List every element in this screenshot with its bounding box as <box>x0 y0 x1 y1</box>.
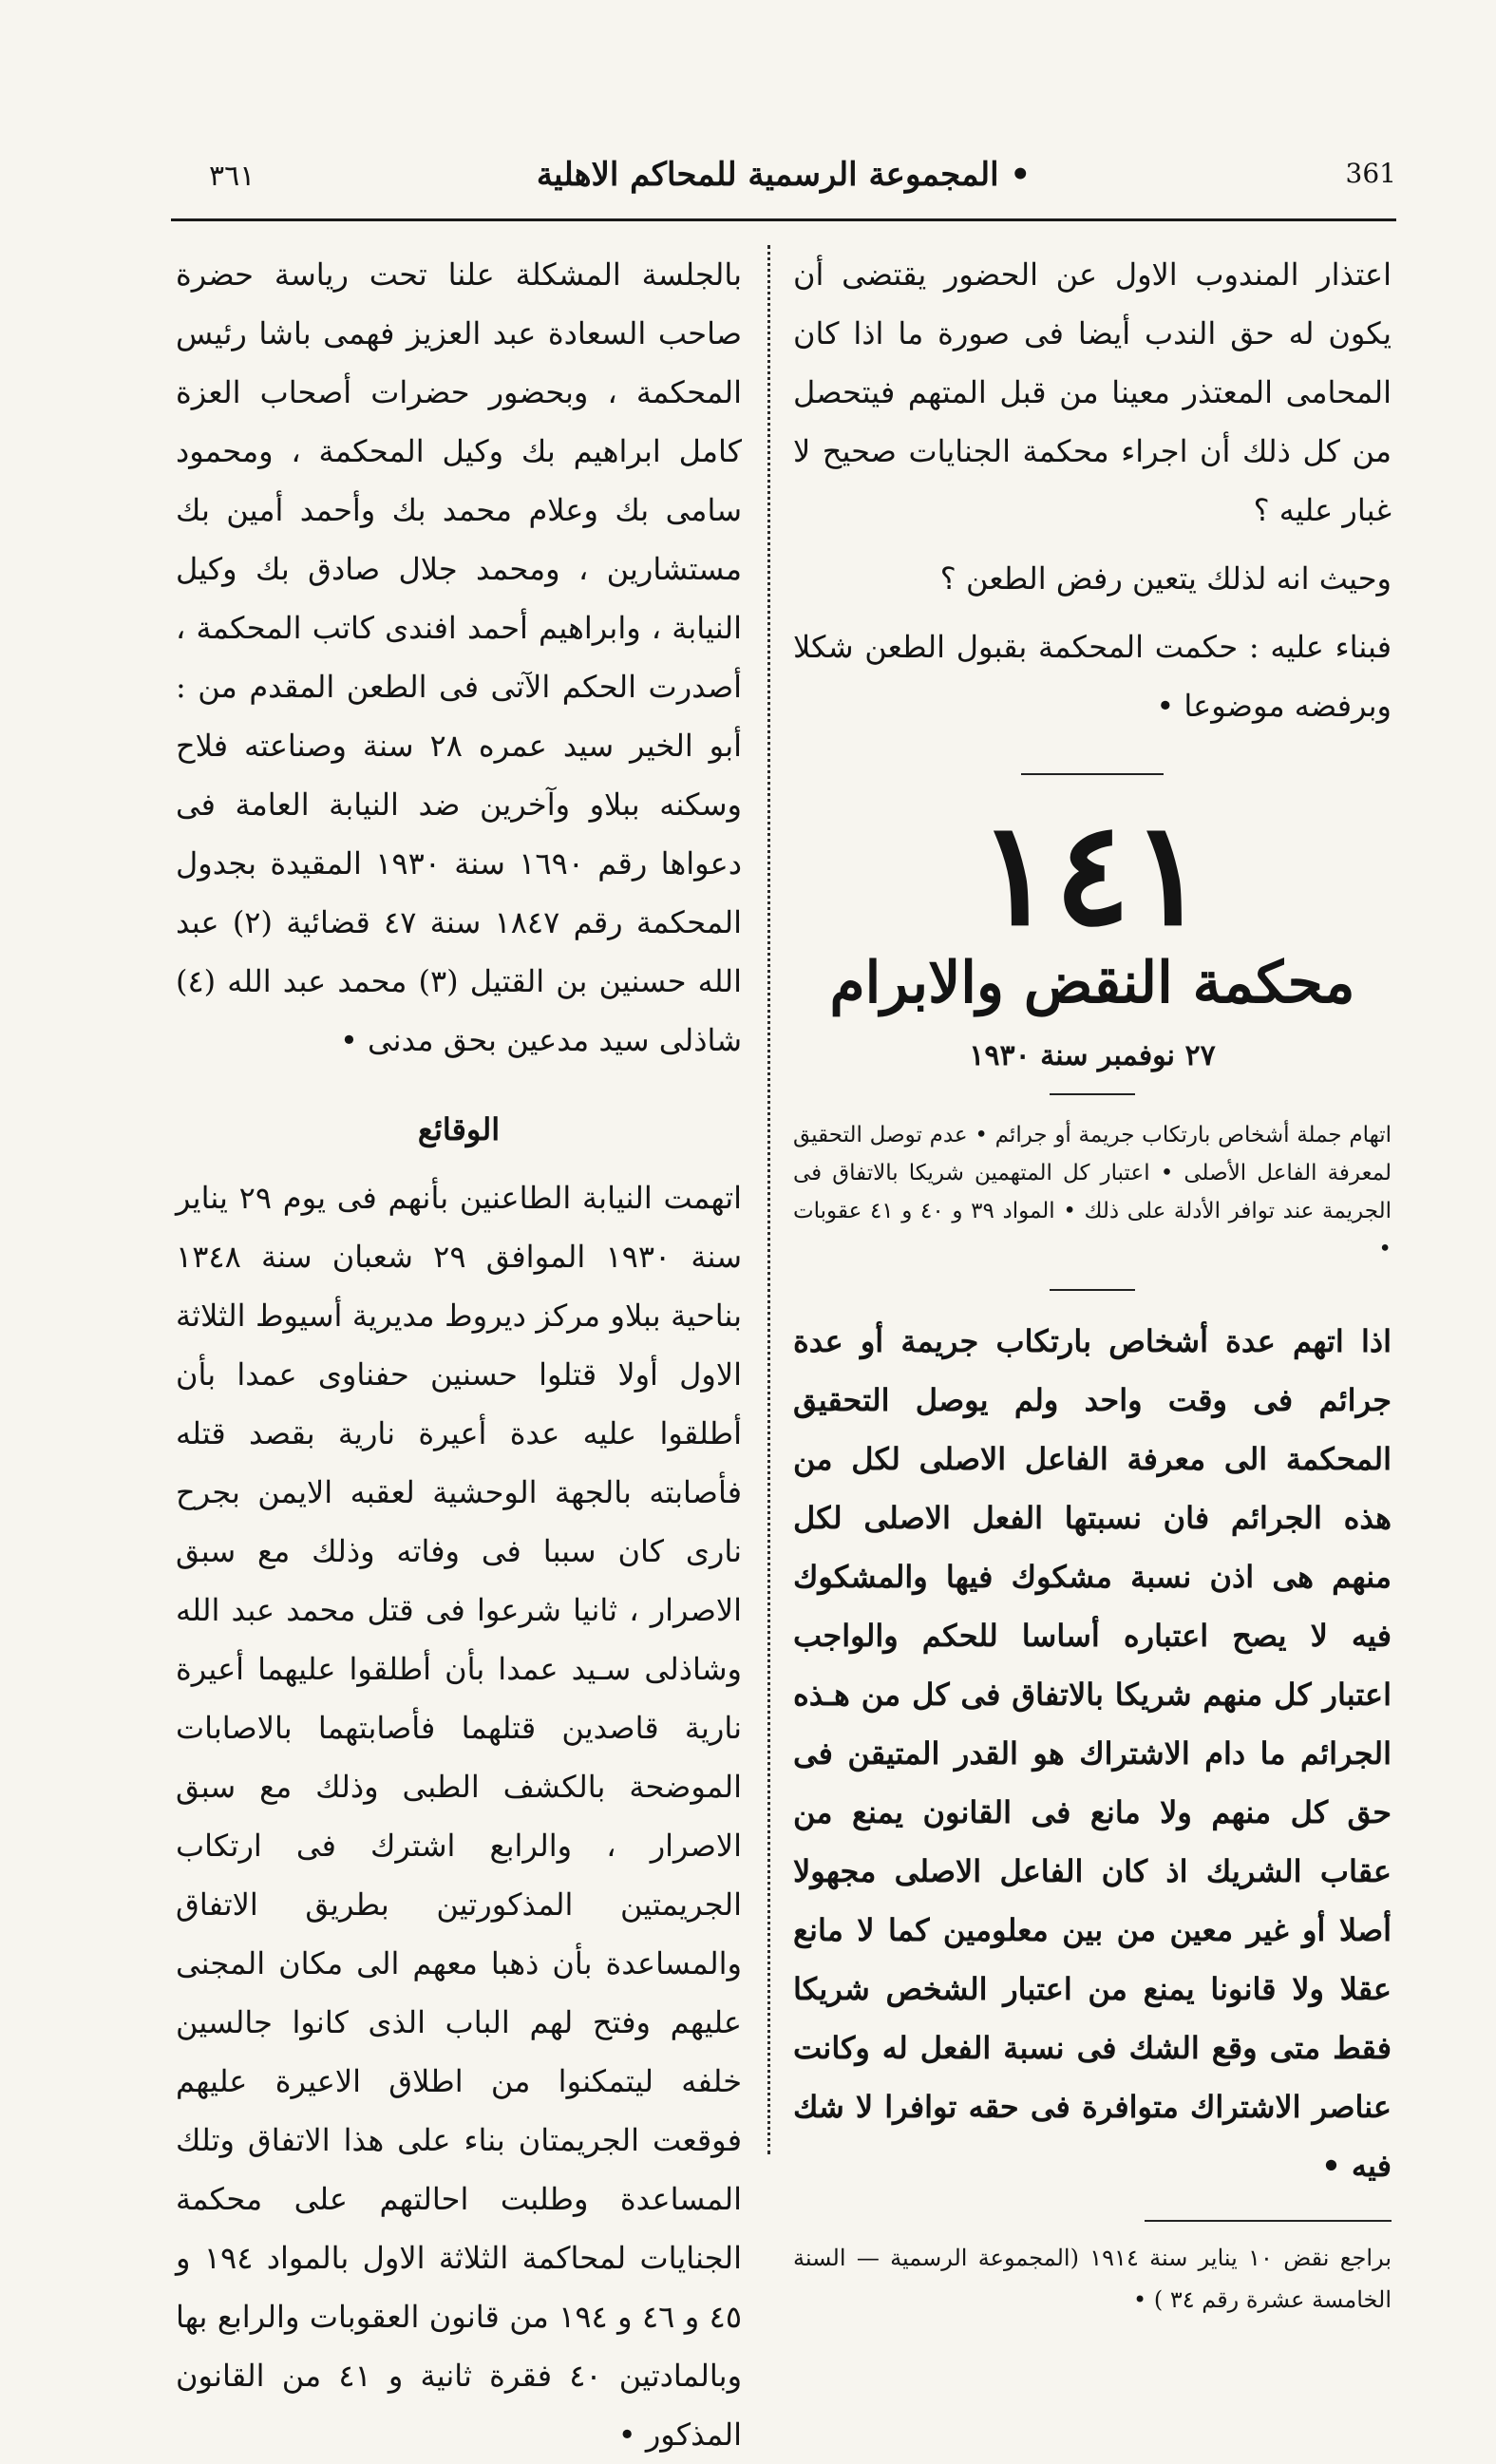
case-summary: اتهام جملة أشخاص بارتكاب جريمة أو جرائم • عدم توصل التحقيق لمعرفة الفاعل الأصلى • اعتبار كل المتهمين شريكا بالاتفاق فى الجريمة عند توافر الأدلة على ذلك • المواد ٣٩ و ٤٠ و ٤١ عقوبات • <box>793 1123 1392 1261</box>
facts-paragraph: اتهمت النيابة الطاعنين بأنهم فى يوم ٢٩ يناير سنة ١٩٣٠ الموافق ٢٩ شعبان سنة ١٣٤٨ بناحية ببلاو مركز ديروط مديرية أسيوط الثلاثة الاول أولا قتلوا حسنين حفناوى عمدا بأن أطلقوا عليه عدة أعيرة نارية بقصد قتله فأصابته بالجهة الوحشية لعقبه الايمن بجرح نارى كان سببا فى وفاته وذلك مع سبق الاصرار ، ثانيا شرعوا فى قتل محمد عبد الله وشاذلى سـيد عمدا بأن أطلقوا عليهما أعيرة نارية قاصدين قتلهما فأصابتهما بالاصابات الموضحة بالكشف الطبى وذلك مع سبق الاصرار ، والرابع اشترك فى ارتكاب الجريمتين المذكورتين بطريق الاتفاق والمساعدة بأن ذهبا معهم الى مكان المجنى عليهم وفتح لهم الباب الذى كانوا جالسين خلفه ليتمكنوا من اطلاق الاعيرة عليهم فوقعت الجريمتان بناء على هذا الاتفاق وتلك المساعدة وطلبت احالتهم على محكمة الجنايات لمحاكمة الثلاثة الاول بالمواد ١٩٤ و ٤٥ و ٤٦ و ١٩٤ من قانون العقوبات والرابع بها وبالمادتين ٤٠ فقرة ثانية و ٤١ من القانون المذكور • <box>176 1180 743 2453</box>
case-number: ١٤١ <box>977 790 1207 957</box>
facts-heading: الوقائع <box>417 1111 501 1147</box>
header-rule <box>171 218 1396 221</box>
footnote: براجع نقض ١٠ يناير سنة ١٩١٤ (المجموعة الرسمية — السنة الخامسة عشرة رقم ٣٤ ) • <box>793 2245 1392 2313</box>
page-header <box>171 142 1396 209</box>
section-separator <box>1021 773 1164 775</box>
legal-principle: اذا اتهم عدة أشخاص بارتكاب جريمة أو عدة جرائم فى وقت واحد ولم يوصل التحقيق المحكمة الى معرفة الفاعل الاصلى لكل من هذه الجرائم فان نسبتها الفعل الاصلى لكل منهم هى اذن نسبة مشكوك فيها والمشكوك فيه لا يصح اعتباره أساسا للحكم والواجب اعتبار كل منهم شريكا بالاتفاق فى كل من هـذه الجرائم ما دام الاشتراك هو القدر المتيقن فى حق كل منهم ولا مانع فى القانون يمنع من عقاب الشريك اذ كان الفاعل الاصلى مجهولا أصلا أو غير معين من بين معلومين كما لا مانع عقلا ولا قانونا يمنع من اعتبار الشخص شريكا فقط متى وقع الشك فى نسبة الفعل له وكانت عناصر الاشتراك متوافرة فى حقه توافرا لا شك فيه • <box>793 1323 1392 2184</box>
right-column <box>793 245 1392 2321</box>
page-number-latin: 361 <box>1345 158 1396 189</box>
session-intro: بالجلسة المشكلة علنا تحت رياسة حضرة صاحب السعادة عبد العزيز فهمى باشا رئيس المحكمة ، وبحضور حضرات أصحاب العزة كامل ابراهيم بك وكيل المحكمة ، ومحمود سامى بك وعلام محمد بك وأحمد أمين بك مستشارين ، ومحمد جلال صادق بك وكيل النيابة ، وابراهيم أحمد افندى كاتب المحكمة ، أصدرت الحكم الآتى فى الطعن المقدم من : أبو الخير سيد عمره ٢٨ سنة وصناعته فلاح وسكنه ببلاو وآخرين ضد النيابة العامة فى دعواها رقم ١٦٩٠ سنة ١٩٣٠ المقيدة بجدول المحكمة رقم ١٨٤٧ سنة ٤٧ قضائية (٢) عبد الله حسنين بن القتيل (٣) محمد عبد الله (٤) شاذلى سيد مدعين بحق مدنى • <box>176 256 743 1058</box>
page-number-arabic: ٣٦١ <box>209 160 256 193</box>
ruling-paragraph-2: وحيث انه لذلك يتعين رفض الطعن ؟ <box>939 560 1392 597</box>
court-name: محكمة النقض والابرام <box>829 950 1355 1016</box>
date-rule <box>1050 1093 1135 1095</box>
ruling-paragraph-1: اعتذار المندوب الاول عن الحضور يقتضى أن يكون له حق الندب أيضا فى صورة ما اذا كان المحامى المعتذر معينا من قبل المتهم فيتحصل من كل ذلك أن اجراء محكمة الجنايات صحيح لا غبار عليه ؟ <box>793 256 1392 528</box>
left-column <box>176 245 742 2464</box>
footnote-rule <box>1145 2220 1392 2222</box>
summary-rule <box>1050 1289 1135 1291</box>
publication-title: • المجموعة الرسمية للمحاكم الاهلية <box>536 156 1032 194</box>
column-divider <box>767 245 770 2154</box>
case-date: ٢٧ نوفمبر سنة ١٩٣٠ <box>969 1039 1216 1072</box>
ruling-paragraph-3: فبناء عليه : حكمت المحكمة بقبول الطعن شكلا وبرفضه موضوعا • <box>793 629 1392 724</box>
